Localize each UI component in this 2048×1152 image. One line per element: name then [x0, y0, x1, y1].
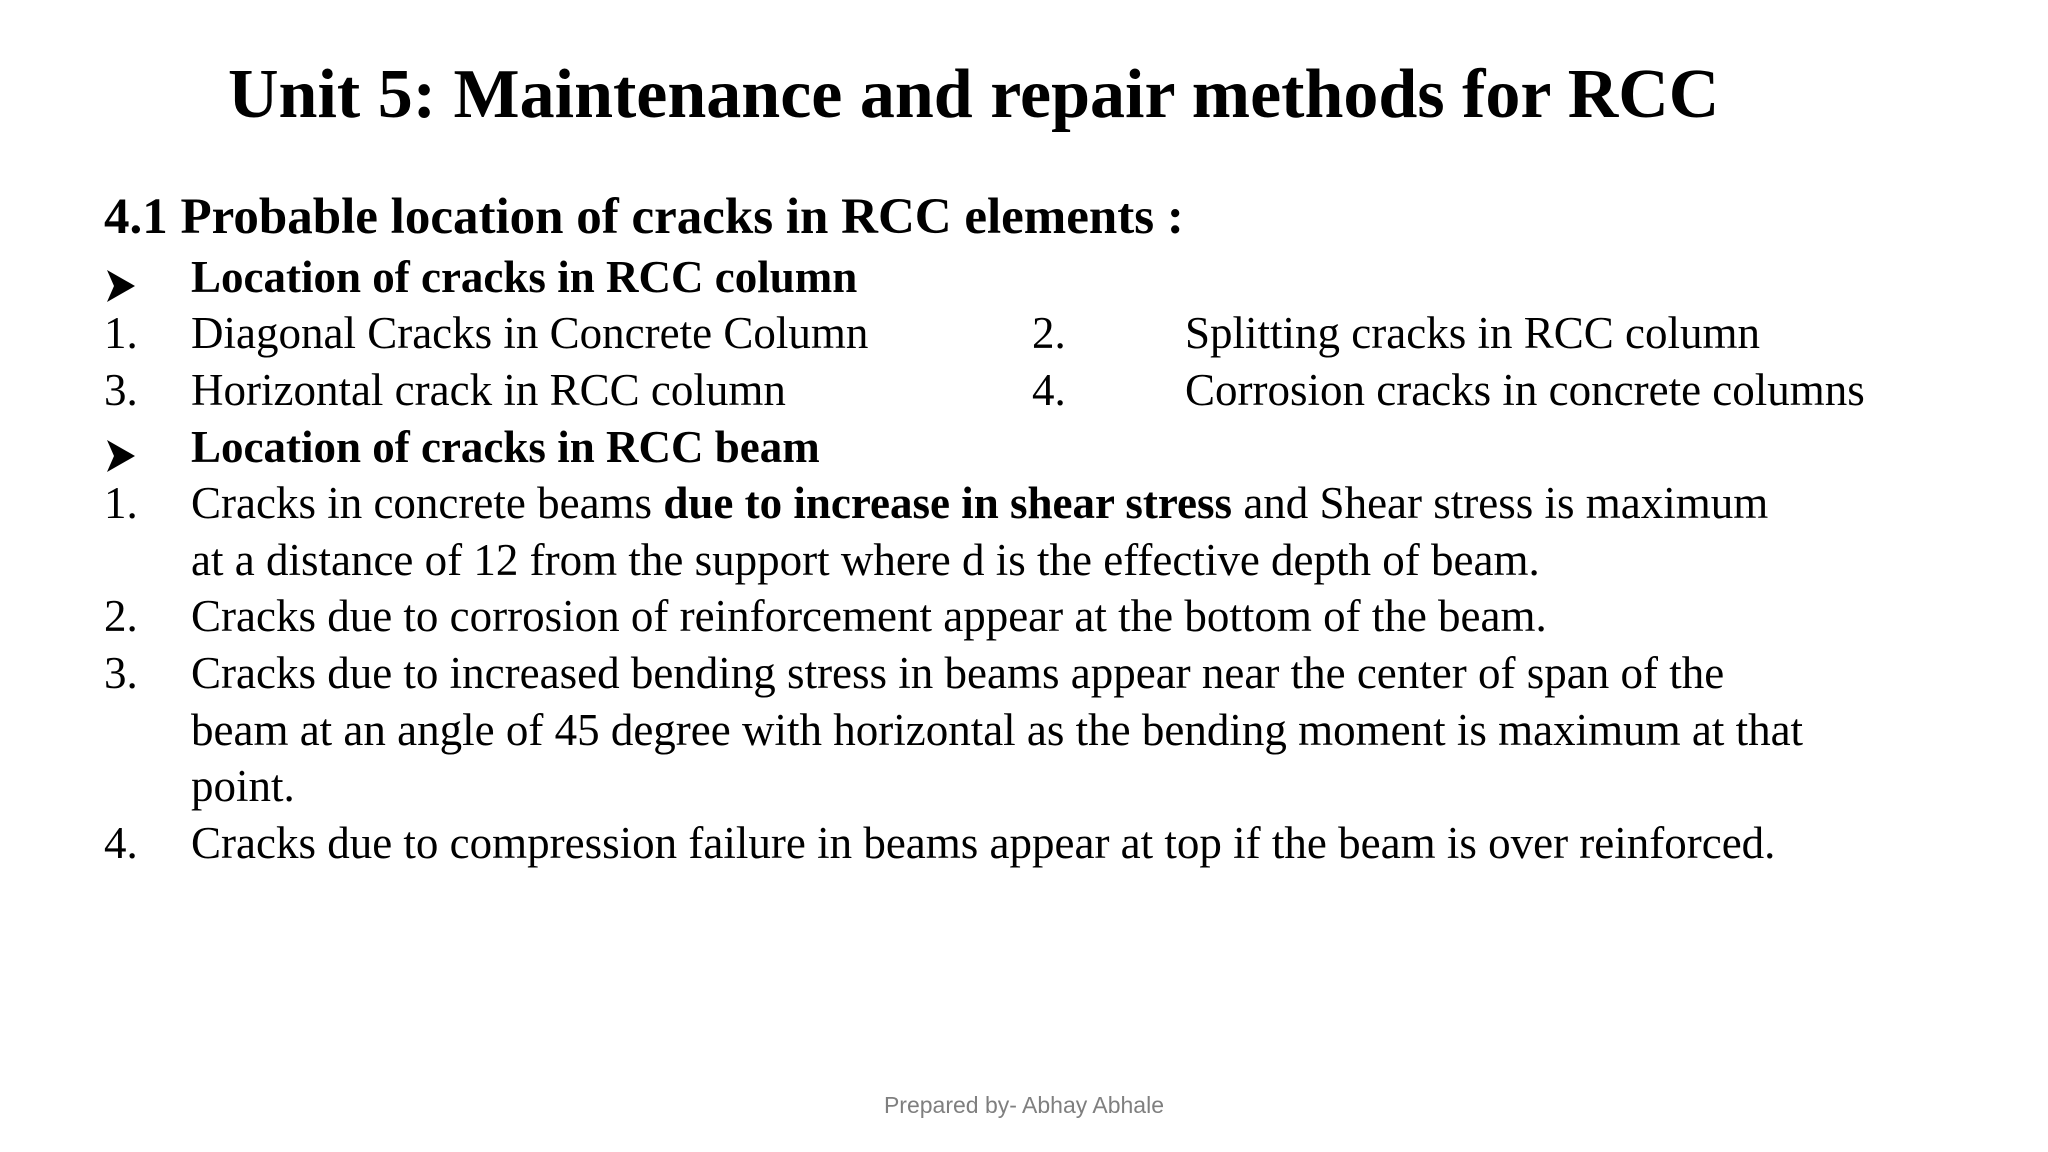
beam-item-3-number: 3.	[104, 648, 138, 698]
column-item-3-text: Horizontal crack in RCC column	[191, 365, 786, 415]
slide-title: Unit 5: Maintenance and repair methods for RCC	[228, 56, 1720, 133]
footer-credit: Prepared by- Abhay Abhale	[883, 1092, 1165, 1118]
column-cracks-heading: Location of cracks in RCC column	[191, 252, 858, 302]
column-item-4-number: 4.	[1032, 365, 1066, 415]
beam-item-4-number: 4.	[104, 818, 138, 868]
beam-item-1-number: 1.	[104, 478, 138, 528]
column-item-2-text: Splitting cracks in RCC column	[1185, 308, 1760, 358]
beam-item-1-text-emphasis: due to increase in shear stress	[663, 478, 1233, 528]
beam-item-3-line-1: Cracks due to increased bending stress in beams appear near the center of span of the	[191, 648, 1725, 698]
beam-item-1-text-pre: Cracks in concrete beams	[191, 478, 664, 528]
beam-item-2-line-1: Cracks due to corrosion of reinforcement appear at the bottom of the beam.	[191, 591, 1547, 641]
column-item-1-number: 1.	[104, 308, 138, 358]
beam-item-3-line-3: point.	[191, 761, 295, 811]
beam-item-4-line-1: Cracks due to compression failure in beams appear at top if the beam is over reinforced.	[191, 818, 1776, 868]
column-item-2-number: 2.	[1032, 308, 1066, 358]
beam-item-3-line-2: beam at an angle of 45 degree with horizontal as the bending moment is maximum at that	[191, 705, 1804, 755]
column-item-1-text: Diagonal Cracks in Concrete Column	[191, 308, 869, 358]
column-item-4-text: Corrosion cracks in concrete columns	[1185, 365, 1865, 415]
column-item-3-number: 3.	[104, 365, 138, 415]
section-heading: 4.1 Probable location of cracks in RCC elements :	[104, 189, 1184, 245]
beam-item-1-line-1	[191, 475, 1768, 531]
beam-cracks-heading: Location of cracks in RCC beam	[191, 422, 820, 472]
beam-item-2-number: 2.	[104, 591, 138, 641]
beam-item-1-text-post: and Shear stress is maximum	[1232, 478, 1769, 528]
beam-item-1-line-2: at a distance of 12 from the support where d is the effective depth of beam.	[191, 535, 1540, 585]
